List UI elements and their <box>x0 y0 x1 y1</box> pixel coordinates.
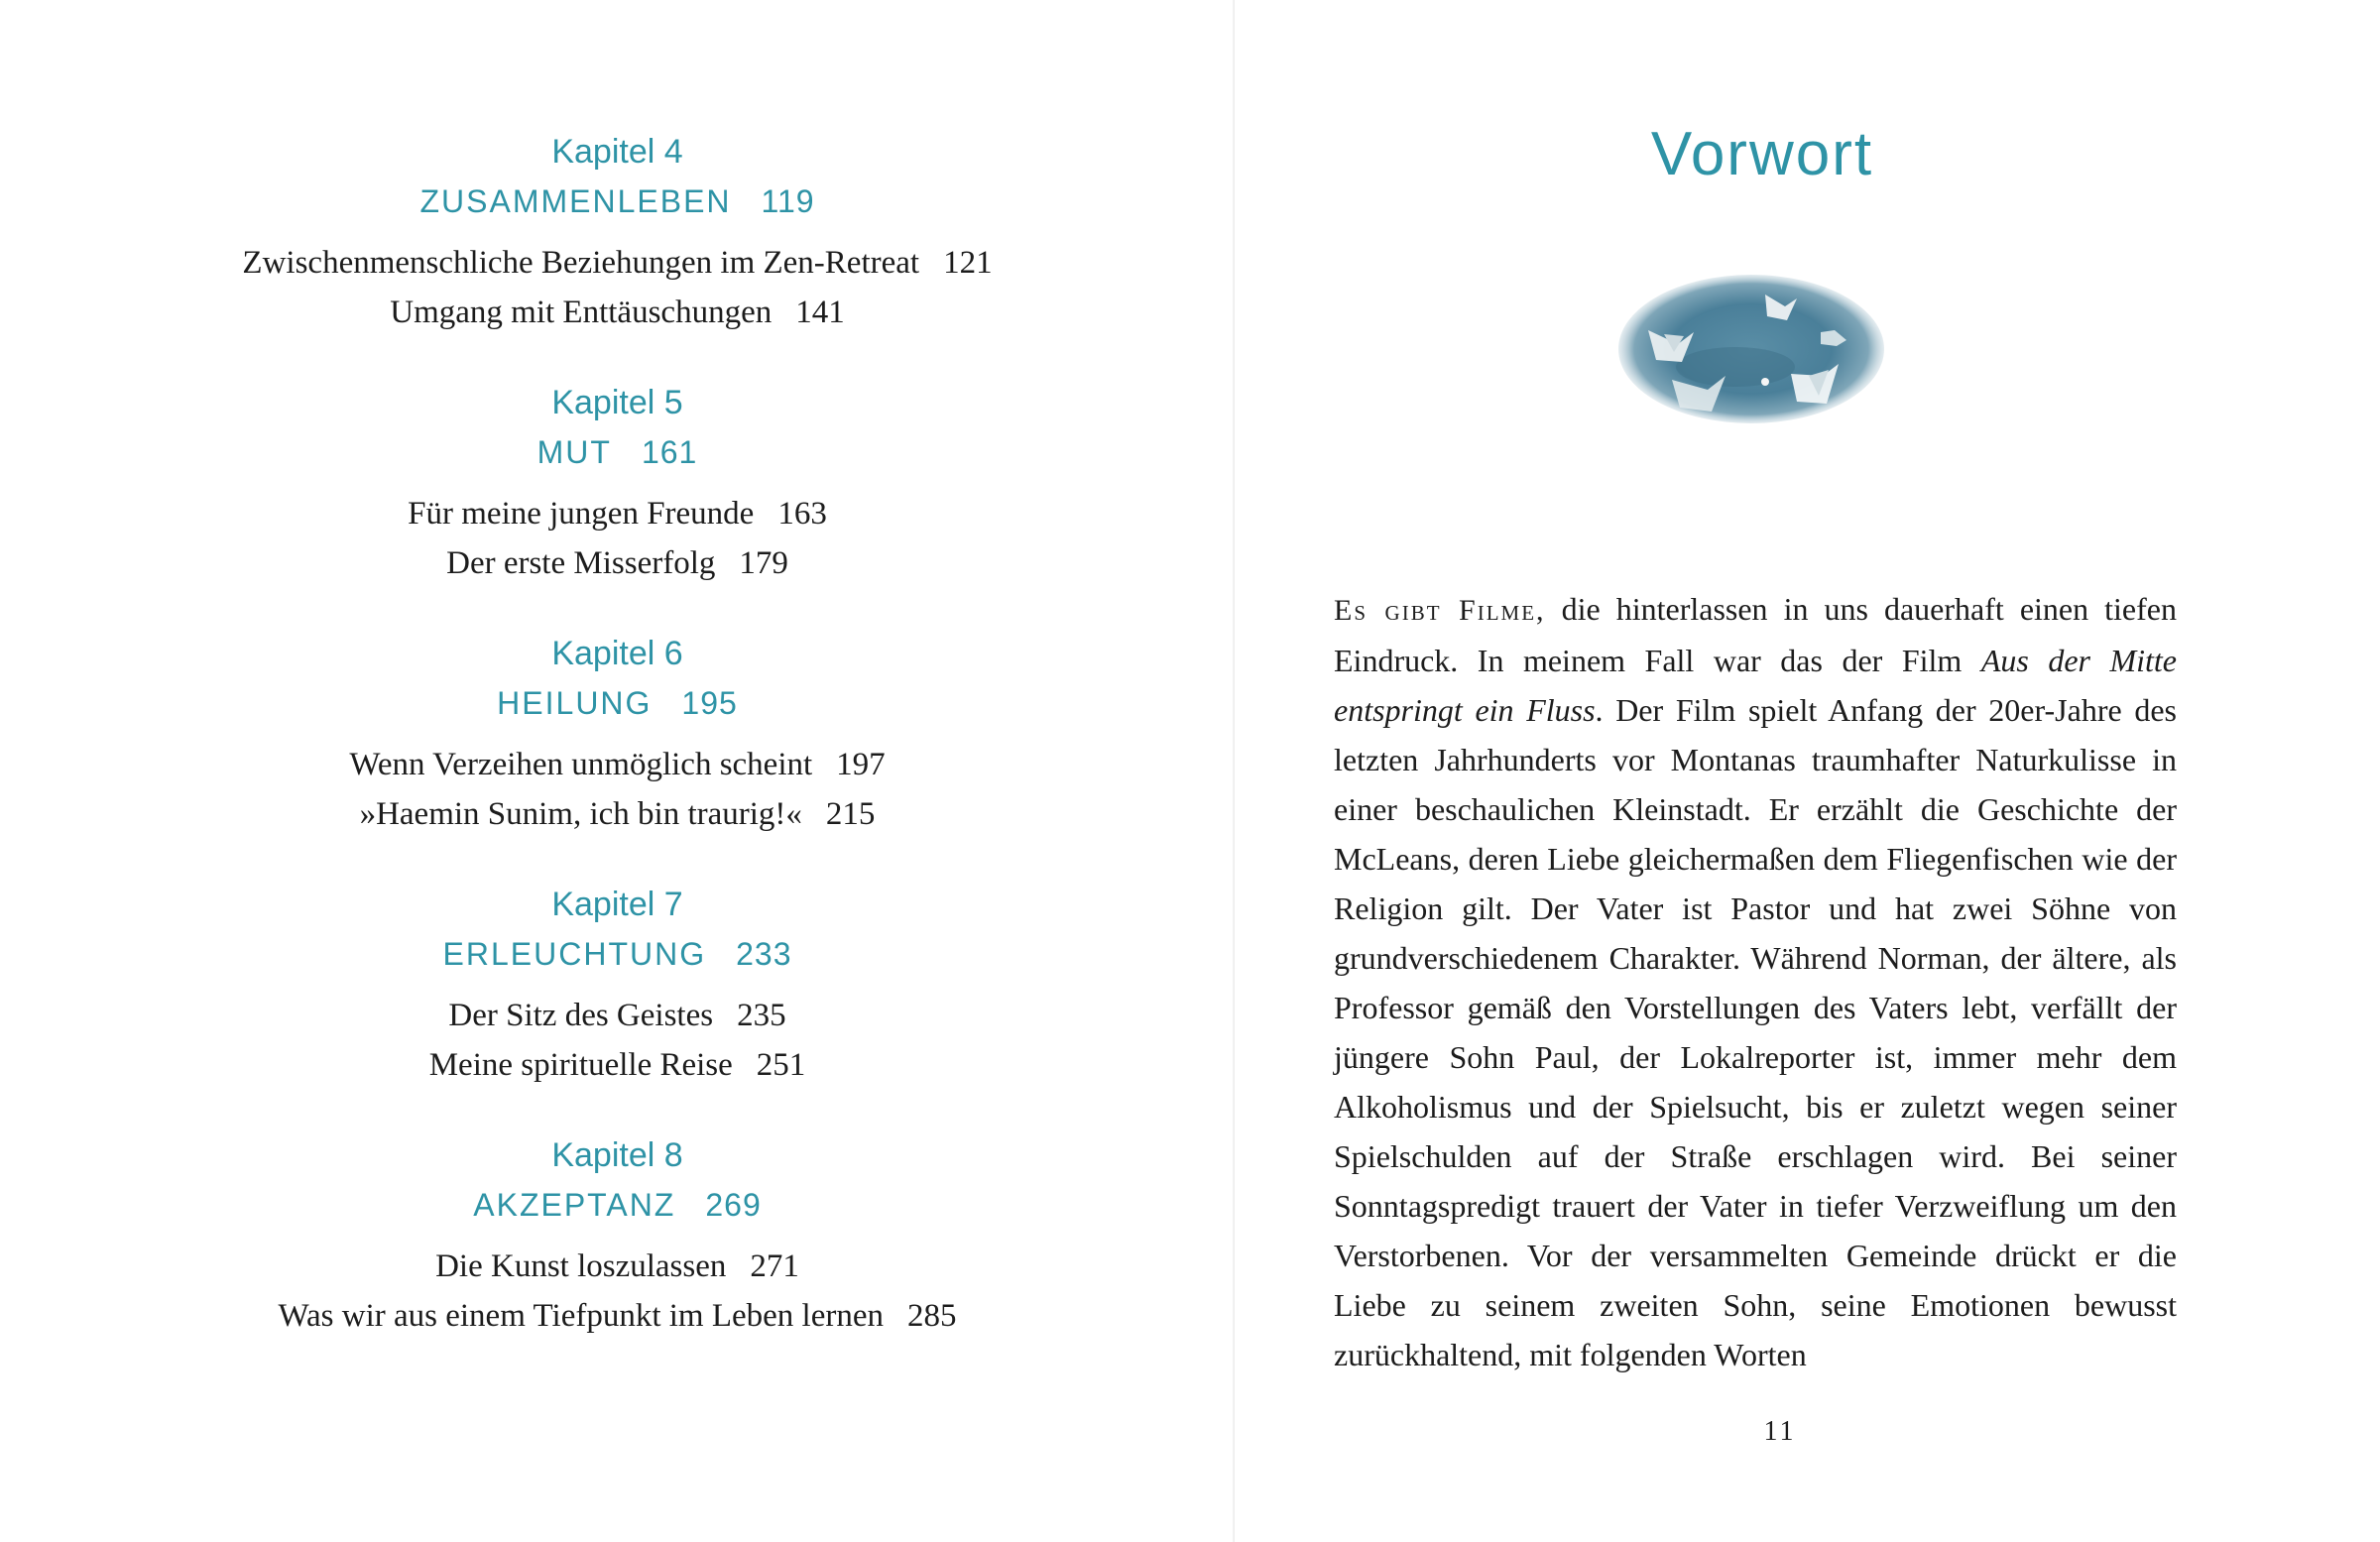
chapter-title-line <box>0 177 1235 226</box>
chapter-page: 119 <box>761 183 815 219</box>
entry-title: »Haemin Sunim, ich bin traurig!« <box>359 796 802 832</box>
chapter-title: MUT <box>536 434 612 470</box>
paper-boats-illustration <box>1616 273 1886 426</box>
chapter-title-line <box>0 929 1235 979</box>
entry-page: 285 <box>906 1298 957 1334</box>
toc-entry <box>0 991 1235 1040</box>
toc-entry <box>0 489 1235 538</box>
toc-entry <box>0 238 1235 288</box>
chapter-title: ERLEUCHTUNG <box>442 936 707 972</box>
chapter-title-line <box>0 678 1235 728</box>
toc-entry <box>0 538 1235 588</box>
entry-title: Zwischenmenschliche Beziehungen im Zen-Retreat <box>242 245 920 281</box>
entry-page: 235 <box>737 998 786 1033</box>
entry-title: Wenn Verzeihen unmöglich scheint <box>349 747 813 782</box>
preface-text-part2: . Der Film spielt Anfang der 20er-Jahre des letzten Jahrhunderts vor Montanas traumhafter Naturkulisse in einer beschaulichen Kleinstadt. Er erzählt die Geschichte der McLeans, deren Liebe gleichermaßen dem Fliegenfischen wie der Religion gilt. Der Vater ist Pastor und hat zwei Söhne von grundverschiedenem Charakter. Während Norman, der ältere, als Professor gemäß den Vorstellungen des Vaters lebt, verfällt der jüngere Sohn Paul, der Lokalreporter ist, immer mehr dem Alkoholismus und der Spielsucht, bis er zuletzt wegen seiner Spielschulden auf der Straße erschlagen wird. Bei seiner Sonntagspredigt trauert der Vater in tiefer Verzweiflung um den Verstorbenen. Vor der versammelten Gemeinde drückt er die Liebe zu seinem zweiten Sohn, seine Emotionen bewusst zurückhaltend, mit folgenden Worten <box>1334 692 2177 1372</box>
chapter-page: 269 <box>705 1187 762 1223</box>
entry-page: 163 <box>777 496 827 532</box>
chapter-title: HEILUNG <box>497 685 653 721</box>
film-title: Aus der Mitte entspringt ein Fluss <box>1334 643 2178 728</box>
preface-lead-in: Es gibt Filme, <box>1334 594 1546 627</box>
preface-text-part1: die hinterlassen in uns dauerhaft einen tiefen Eindruck. In meinem Fall war das der Film <box>1334 591 2177 678</box>
entry-page: 251 <box>756 1047 806 1083</box>
entry-page: 121 <box>943 245 993 281</box>
entry-title: Für meine jungen Freunde <box>408 496 755 532</box>
toc-chapter <box>0 1130 1235 1341</box>
toc-entry <box>0 789 1235 839</box>
preface-body <box>1334 584 2177 1379</box>
toc-entry <box>0 740 1235 789</box>
table-of-contents <box>0 127 1235 1381</box>
entry-title: Der Sitz des Geistes <box>448 998 714 1033</box>
right-page-preface <box>1235 0 2380 1542</box>
chapter-number: Kapitel 4 <box>551 133 683 171</box>
chapter-page: 195 <box>681 685 738 721</box>
entry-page: 215 <box>825 796 876 832</box>
chapter-number: Kapitel 8 <box>551 1136 683 1174</box>
chapter-number: Kapitel 7 <box>551 886 683 923</box>
chapter-title-line <box>0 1180 1235 1230</box>
chapter-number: Kapitel 6 <box>551 635 683 672</box>
toc-chapter <box>0 880 1235 1090</box>
toc-chapter <box>0 127 1235 337</box>
entry-page: 179 <box>739 545 788 581</box>
toc-entry <box>0 1242 1235 1291</box>
entry-page: 271 <box>750 1248 799 1284</box>
entry-title: Was wir aus einem Tiefpunkt im Leben lernen <box>278 1298 884 1334</box>
chapter-page: 161 <box>641 434 698 470</box>
entry-title: Umgang mit Enttäuschungen <box>390 295 773 330</box>
chapter-number: Kapitel 5 <box>551 384 683 421</box>
toc-entry <box>0 1291 1235 1341</box>
entry-page: 141 <box>795 295 845 330</box>
entry-title: Der erste Misserfolg <box>446 545 716 581</box>
preface-heading: Vorwort <box>1650 120 1874 188</box>
entry-page: 197 <box>836 747 886 782</box>
chapter-page: 233 <box>736 936 792 972</box>
chapter-title: ZUSAMMENLEBEN <box>419 183 732 219</box>
toc-entry <box>0 288 1235 337</box>
page-number: 11 <box>1763 1416 1797 1447</box>
toc-entry <box>0 1040 1235 1090</box>
entry-title: Meine spirituelle Reise <box>428 1047 733 1083</box>
entry-title: Die Kunst loszulassen <box>435 1248 727 1284</box>
chapter-title: AKZEPTANZ <box>473 1187 676 1223</box>
toc-chapter <box>0 378 1235 588</box>
paper-boats-icon <box>1616 273 1886 426</box>
chapter-title-line <box>0 427 1235 477</box>
toc-chapter <box>0 629 1235 839</box>
